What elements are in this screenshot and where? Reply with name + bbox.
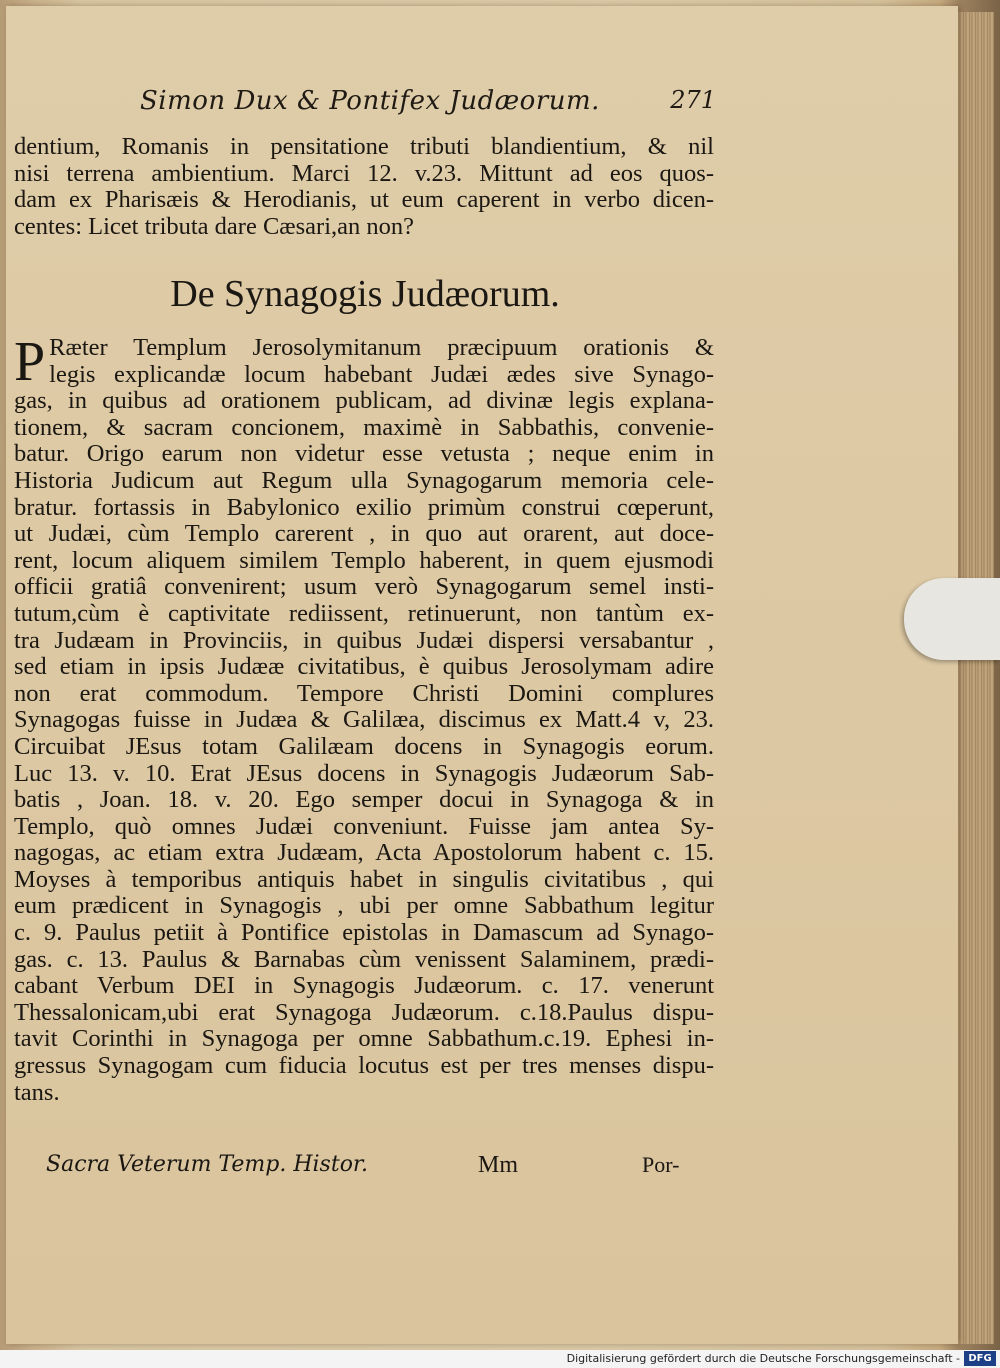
text-line: cabant Verbum DEI in Synagogis Judæorum. c. 17. venerunt	[14, 972, 714, 1000]
text-line: non erat commodum. Tempore Christi Domini complures	[14, 679, 714, 707]
dfg-logo: DFG	[964, 1351, 996, 1366]
signature-title: Sacra Veterum Temp. Histor.	[46, 1152, 369, 1177]
text-line: rent, locum aliquem similem Templo haberent, in quem ejusmodi	[14, 546, 714, 574]
text-line: Historia Judicum aut Regum ulla Synagogarum memoria cele-	[14, 466, 714, 494]
text-line: Synagogas fuisse in Judæa & Galilæa, discimus ex Matt.4 v, 23.	[14, 706, 714, 734]
text-line: dentium, Romanis in pensitatione tributi blandientium, & nil	[14, 133, 714, 160]
signature-mark: Mm	[478, 1152, 519, 1178]
text-line: gas. c. 13. Paulus & Barnabas cùm venissent Salaminem, prædi-	[14, 945, 714, 973]
text-line: bratur. fortassis in Babylonico exilio primùm construi cœperunt,	[14, 493, 714, 521]
text-line: dam ex Pharisæis & Herodianis, ut eum caperent in verbo dicen-	[14, 186, 714, 214]
text-line: eum prædicent in Synagogis , ubi per omne Sabbathum legitur	[14, 892, 714, 920]
page-number: 271	[670, 86, 716, 114]
drop-cap: P	[14, 331, 46, 393]
running-head-title: Simon Dux & Pontifex Judæorum.	[140, 86, 600, 116]
text-line: tra Judæam in Provinciis, in quibus Judæi dispersi versabantur ,	[14, 626, 714, 654]
top-paragraph	[14, 134, 714, 240]
page-marker-tab	[904, 578, 1000, 660]
text-line: sed etiam in ipsis Judææ civitatibus, è quibus Jerosolymam adire	[14, 653, 714, 681]
text-line: legis explicandæ locum habebant Judæi ædes sive Synago-	[49, 360, 714, 388]
text-line: Moyses à temporibus antiquis habet in singulis civitatibus , qui	[14, 865, 714, 893]
text-line: batur. Origo earum non videtur esse vetusta ; neque enim in	[14, 440, 714, 468]
credit-bar	[0, 1350, 1000, 1368]
running-head	[0, 86, 1000, 130]
text-line: officii gratiâ convenirent; usum verò Synagogarum semel insti-	[14, 573, 714, 601]
section-heading: De Synagogis Judæorum.	[170, 273, 560, 315]
book-page-edges	[958, 12, 994, 1344]
text-line: Circuibat JEsus totam Galilæam docens in Synagogis eorum.	[14, 732, 714, 760]
text-line: ut Judæi, cùm Templo carerent , in quo aut orarent, aut doce-	[14, 520, 714, 548]
text-line: Ræter Templum Jerosolymitanum præcipuum orationis &	[49, 334, 714, 361]
text-line: gressus Synagogam cum fiducia locutus est per tres menses dispu-	[14, 1052, 714, 1080]
text-line: tavit Corinthi in Synagoga per omne Sabbathum.c.19. Ephesi in-	[14, 1025, 714, 1053]
text-line: nisi terrena ambientium. Marci 12. v.23. Mittunt ad eos quos-	[14, 159, 714, 187]
page-footer	[0, 1152, 1000, 1186]
text-line: Templo, quò omnes Judæi conveniunt. Fuisse jam antea Sy-	[14, 812, 714, 840]
text-line: batis , Joan. 18. v. 20. Ego semper docui in Synagoga & in	[14, 786, 714, 814]
text-line: c. 9. Paulus petiit à Pontifice epistolas in Damascum ad Synago-	[14, 919, 714, 947]
text-line: gas, in quibus ad orationem publicam, ad divinæ legis explana-	[14, 387, 714, 415]
text-line: centes: Licet tributa dare Cæsari,an non?	[14, 212, 415, 240]
text-line: Luc 13. v. 10. Erat JEsus docens in Synagogis Judæorum Sab-	[14, 759, 714, 787]
credit-text: Digitalisierung gefördert durch die Deutsche Forschungsgemeinschaft -	[566, 1352, 960, 1365]
text-line: tutum,cùm è captivitate rediissent, retinuerunt, non tantùm ex-	[14, 599, 714, 627]
main-paragraph	[14, 331, 714, 1106]
catchword: Por-	[642, 1152, 680, 1177]
text-line: tans.	[14, 1078, 60, 1106]
text-line: tionem, & sacram concionem, maximè in Sabbathis, convenie-	[14, 413, 714, 441]
text-line: nagogas, ac etiam extra Judæam, Acta Apostolorum habent c. 15.	[14, 839, 714, 867]
text-line: Thessalonicam,ubi erat Synagoga Judæorum. c.18.Paulus dispu-	[14, 998, 714, 1026]
